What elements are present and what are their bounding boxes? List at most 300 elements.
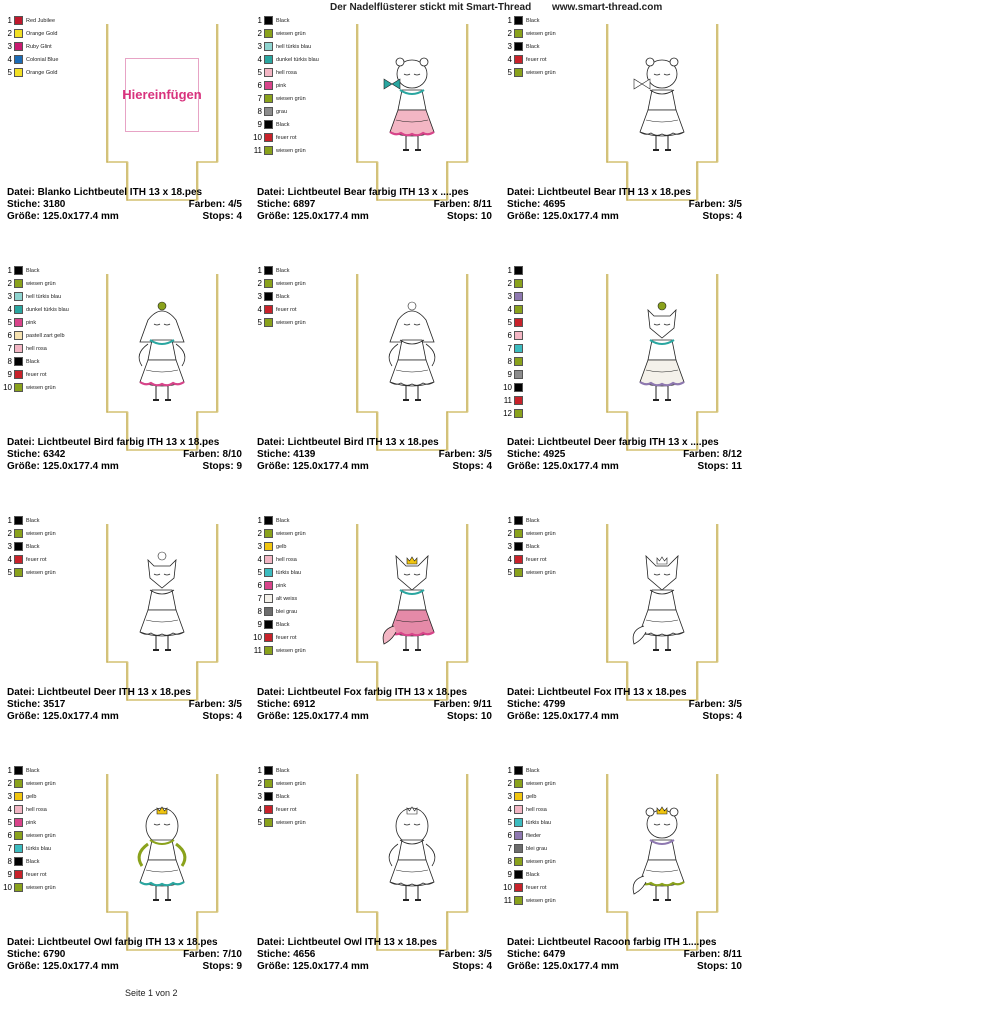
thread-name: hell rosa	[26, 806, 47, 813]
stitch-count: 6897	[293, 199, 316, 210]
color-swatch	[264, 146, 273, 155]
palette-row	[500, 303, 610, 316]
palette-number: 3	[257, 292, 262, 301]
palette-number: 4	[257, 305, 262, 314]
design-card	[0, 262, 242, 512]
palette-row	[500, 66, 610, 79]
colors-label: Farben:	[433, 699, 471, 710]
thread-palette	[250, 264, 360, 329]
color-swatch	[514, 883, 523, 892]
design-card	[122, 762, 492, 1012]
palette-row	[500, 316, 610, 329]
palette-row	[0, 27, 110, 40]
palette-number: 3	[7, 792, 12, 801]
ear-shape	[670, 808, 678, 816]
palette-row	[0, 264, 110, 277]
palette-row	[250, 592, 360, 605]
thread-name: Black	[276, 293, 290, 300]
stitches-label: Stiche:	[7, 449, 41, 460]
thread-name: wiesen grün	[276, 95, 306, 102]
palette-row	[250, 290, 360, 303]
design-size: 125.0x177.4 mm	[542, 961, 619, 972]
fox-figure	[633, 556, 684, 650]
color-count: 8/11	[723, 949, 742, 960]
design-size: 125.0x177.4 mm	[292, 961, 369, 972]
color-swatch	[264, 594, 273, 603]
thread-name: pastell zart gelb	[26, 332, 65, 339]
palette-row	[500, 381, 610, 394]
palette-number: 5	[507, 568, 512, 577]
palette-number: 8	[507, 857, 512, 866]
color-count: 3/5	[478, 449, 492, 460]
color-swatch	[264, 529, 273, 538]
design-card	[372, 12, 742, 262]
thread-name: Black	[276, 621, 290, 628]
color-swatch	[514, 331, 523, 340]
size-label: Größe:	[507, 211, 540, 222]
design-card	[372, 262, 742, 512]
thread-name: wiesen grün	[26, 384, 56, 391]
palette-number: 2	[7, 29, 12, 38]
file-line	[507, 937, 742, 949]
stop-count: 10	[480, 211, 492, 222]
color-swatch	[514, 766, 523, 775]
color-swatch	[514, 555, 523, 564]
file-label: Datei:	[507, 937, 535, 948]
palette-number: 3	[7, 292, 12, 301]
design-card	[372, 512, 742, 762]
palette-number: 10	[253, 633, 262, 642]
palette-number: 10	[3, 383, 12, 392]
thread-name: Black	[526, 871, 540, 878]
color-swatch	[14, 883, 23, 892]
ear-shape	[646, 808, 654, 816]
thread-name: Black	[526, 17, 540, 24]
thread-name: Black	[276, 267, 290, 274]
thread-name: gelb	[276, 543, 287, 550]
thread-name: wiesen grün	[276, 780, 306, 787]
file-name: Blanko Lichtbeutel ITH 13 x 18.pes	[37, 187, 203, 198]
palette-row	[0, 540, 110, 553]
thread-name: türkis blau	[276, 569, 302, 576]
stitch-count: 3517	[43, 699, 66, 710]
palette-number: 2	[7, 529, 12, 538]
design-size: 125.0x177.4 mm	[42, 211, 119, 222]
palette-number: 7	[7, 344, 12, 353]
color-swatch	[14, 857, 23, 866]
size-label: Größe:	[7, 211, 40, 222]
stitch-line	[507, 449, 742, 461]
palette-row	[250, 553, 360, 566]
palette-number: 5	[507, 68, 512, 77]
stitch-count: 6342	[43, 449, 66, 460]
colors-label: Farben:	[438, 949, 476, 960]
thread-name: hell rosa	[276, 556, 297, 563]
palette-row	[0, 842, 110, 855]
design-size: 125.0x177.4 mm	[292, 711, 369, 722]
color-swatch	[14, 516, 23, 525]
palette-number: 3	[257, 542, 262, 551]
palette-number: 4	[7, 55, 12, 64]
file-label: Datei:	[257, 687, 285, 698]
crown-shape	[657, 557, 667, 564]
thread-palette	[500, 264, 610, 420]
color-swatch	[514, 396, 523, 405]
palette-number: 1	[257, 516, 262, 525]
palette-number: 3	[7, 42, 12, 51]
palette-row	[500, 855, 610, 868]
thread-name: alt weiss	[276, 595, 298, 602]
palette-number: 7	[257, 594, 262, 603]
color-swatch	[264, 81, 273, 90]
palette-row	[500, 816, 610, 829]
palette-number: 7	[257, 94, 262, 103]
stop-count: 4	[736, 711, 742, 722]
colors-label: Farben:	[188, 199, 226, 210]
colors-label: Farben:	[683, 949, 721, 960]
palette-row	[500, 264, 610, 277]
palette-number: 4	[507, 555, 512, 564]
tail-shape	[633, 876, 646, 894]
stitches-label: Stiche:	[507, 199, 541, 210]
stitch-count: 4139	[293, 449, 316, 460]
palette-number: 2	[507, 529, 512, 538]
thread-name: feuer rot	[276, 134, 297, 141]
palette-row	[0, 66, 110, 79]
palette-number: 4	[7, 555, 12, 564]
size-label: Größe:	[257, 211, 290, 222]
stitch-line	[507, 949, 742, 961]
stops-label: Stops:	[697, 461, 729, 472]
color-swatch	[14, 344, 23, 353]
color-swatch	[14, 766, 23, 775]
color-swatch	[14, 831, 23, 840]
color-swatch	[264, 633, 273, 642]
color-swatch	[514, 266, 523, 275]
palette-row	[0, 527, 110, 540]
thread-name: Black	[276, 793, 290, 800]
palette-number: 9	[257, 120, 262, 129]
thread-palette	[0, 764, 110, 894]
palette-number: 6	[507, 331, 512, 340]
palette-number: 1	[257, 16, 262, 25]
color-swatch	[514, 857, 523, 866]
file-label: Datei:	[507, 687, 535, 698]
stop-count: 11	[731, 461, 742, 472]
design-card	[0, 512, 242, 762]
thread-name: wiesen grün	[276, 819, 306, 826]
palette-row	[500, 777, 610, 790]
palette-row	[0, 855, 110, 868]
color-swatch	[514, 292, 523, 301]
color-count: 8/12	[722, 449, 742, 460]
color-swatch	[514, 42, 523, 51]
file-name: Lichtbeutel Deer farbig ITH 13 x ....pes	[537, 437, 719, 448]
bodice-shape	[648, 590, 676, 610]
design-card	[372, 762, 742, 1012]
size-label: Größe:	[257, 711, 290, 722]
color-swatch	[514, 370, 523, 379]
stop-count: 10	[480, 711, 492, 722]
palette-number: 4	[7, 305, 12, 314]
palette-number: 12	[503, 409, 512, 418]
header-title: Der Nadelflüsterer stickt mit Smart-Thread	[330, 2, 532, 13]
palette-row	[0, 816, 110, 829]
bag-preview	[597, 22, 727, 202]
color-swatch	[264, 779, 273, 788]
flower-shape	[658, 302, 666, 310]
thread-palette	[250, 514, 360, 657]
palette-row	[500, 527, 610, 540]
palette-row	[0, 290, 110, 303]
palette-number: 5	[257, 68, 262, 77]
color-swatch	[14, 42, 23, 51]
thread-palette	[0, 264, 110, 394]
size-label: Größe:	[7, 461, 40, 472]
thread-name: feuer rot	[526, 556, 547, 563]
palette-number: 2	[507, 279, 512, 288]
color-swatch	[14, 844, 23, 853]
colors-label: Farben:	[683, 449, 720, 460]
file-name: Lichtbeutel Racoon farbig ITH 1....pes	[537, 937, 717, 948]
design-size: 125.0x177.4 mm	[542, 211, 619, 222]
thread-name: wiesen grün	[526, 30, 556, 37]
palette-number: 7	[507, 344, 512, 353]
colors-label: Farben:	[688, 699, 726, 710]
file-name: Lichtbeutel Bird farbig ITH 13 x 18.pes	[37, 437, 220, 448]
color-swatch	[264, 29, 273, 38]
palette-row	[0, 368, 110, 381]
color-swatch	[14, 383, 23, 392]
design-card	[122, 12, 492, 262]
thread-name: pink	[276, 582, 287, 589]
stitch-count: 4925	[543, 449, 566, 460]
stitches-label: Stiche:	[507, 449, 541, 460]
stitch-count: 4799	[543, 699, 566, 710]
design-card	[122, 262, 492, 512]
stitches-label: Stiche:	[507, 949, 541, 960]
palette-row	[0, 329, 110, 342]
thread-name: hell türkis blau	[276, 43, 312, 50]
size-label: Größe:	[507, 461, 540, 472]
palette-row	[500, 790, 610, 803]
stitch-count: 6479	[543, 949, 566, 960]
file-label: Datei:	[257, 437, 285, 448]
palette-row	[0, 829, 110, 842]
colors-label: Farben:	[688, 199, 726, 210]
palette-row	[250, 540, 360, 553]
palette-number: 3	[507, 42, 512, 51]
palette-row	[250, 816, 360, 829]
palette-row	[250, 764, 360, 777]
color-swatch	[264, 42, 273, 51]
color-swatch	[264, 766, 273, 775]
palette-row	[250, 105, 360, 118]
ear-shape	[646, 58, 654, 66]
palette-row	[500, 540, 610, 553]
thread-name: wiesen grün	[26, 884, 56, 891]
design-size: 125.0x177.4 mm	[542, 461, 619, 472]
palette-number: 1	[507, 16, 512, 25]
legs-shape	[656, 636, 668, 650]
file-name: Lichtbeutel Bear ITH 13 x 18.pes	[537, 187, 691, 198]
design-info	[507, 687, 742, 723]
thread-name: gelb	[26, 793, 37, 800]
color-swatch	[514, 279, 523, 288]
stitch-line	[507, 699, 742, 711]
colors-label: Farben:	[188, 699, 226, 710]
thread-name: wiesen grün	[26, 280, 56, 287]
color-swatch	[514, 318, 523, 327]
thread-name: feuer rot	[26, 871, 47, 878]
thread-name: dunkel türkis blau	[26, 306, 69, 313]
thread-name: hell rosa	[526, 806, 547, 813]
color-swatch	[514, 305, 523, 314]
bow-shape	[634, 79, 650, 89]
racoon-figure	[633, 807, 684, 900]
palette-row	[500, 355, 610, 368]
palette-number: 7	[507, 844, 512, 853]
palette-number: 8	[257, 607, 262, 616]
color-swatch	[14, 331, 23, 340]
stitch-count: 6912	[293, 699, 316, 710]
stop-count: 4	[486, 461, 492, 472]
palette-row	[250, 118, 360, 131]
thread-name: türkis blau	[526, 819, 552, 826]
palette-row	[500, 329, 610, 342]
palette-number: 8	[7, 357, 12, 366]
stitches-label: Stiche:	[257, 699, 291, 710]
color-swatch	[264, 581, 273, 590]
color-swatch	[14, 818, 23, 827]
thread-name: blei grau	[276, 608, 298, 615]
stitches-label: Stiche:	[257, 949, 291, 960]
thread-name: feuer rot	[526, 56, 547, 63]
color-count: 4/5	[228, 199, 242, 210]
palette-number: 9	[7, 370, 12, 379]
color-count: 8/10	[222, 449, 242, 460]
palette-number: 9	[507, 870, 512, 879]
palette-number: 5	[507, 818, 512, 827]
palette-number: 10	[253, 133, 262, 142]
file-name: Lichtbeutel Bird ITH 13 x 18.pes	[287, 437, 439, 448]
palette-row	[500, 803, 610, 816]
palette-number: 6	[7, 831, 12, 840]
thread-name: blei grau	[526, 845, 548, 852]
color-swatch	[264, 318, 273, 327]
color-swatch	[14, 266, 23, 275]
palette-row	[0, 881, 110, 894]
palette-row	[0, 342, 110, 355]
palette-row	[250, 144, 360, 157]
palette-number: 1	[257, 766, 262, 775]
color-swatch	[264, 305, 273, 314]
thread-name: feuer rot	[276, 306, 297, 313]
stop-count: 4	[236, 711, 242, 722]
color-swatch	[514, 792, 523, 801]
thread-name: Black	[26, 517, 40, 524]
stitches-label: Stiche:	[7, 699, 41, 710]
color-swatch	[514, 805, 523, 814]
thread-palette	[0, 14, 110, 79]
deer-figure	[640, 302, 684, 400]
palette-number: 8	[7, 857, 12, 866]
palette-number: 2	[257, 279, 262, 288]
palette-row	[250, 579, 360, 592]
thread-name: Red Jubilee	[26, 17, 56, 24]
color-swatch	[14, 55, 23, 64]
palette-number: 2	[507, 779, 512, 788]
file-label: Datei:	[7, 437, 35, 448]
thread-name: wiesen grün	[26, 530, 56, 537]
palette-number: 11	[253, 646, 262, 655]
color-swatch	[14, 305, 23, 314]
thread-name: wiesen grün	[276, 530, 306, 537]
palette-number: 3	[257, 42, 262, 51]
color-swatch	[264, 16, 273, 25]
size-line	[507, 961, 742, 973]
color-swatch	[264, 607, 273, 616]
palette-row	[0, 764, 110, 777]
file-line	[507, 687, 742, 699]
thread-name: Orange Gold	[26, 30, 58, 37]
file-name: Lichtbeutel Fox ITH 13 x 18.pes	[537, 687, 687, 698]
thread-name: hell rosa	[276, 69, 297, 76]
color-count: 3/5	[728, 699, 742, 710]
thread-name: Black	[526, 543, 540, 550]
palette-row	[500, 566, 610, 579]
palette-row	[250, 618, 360, 631]
stitch-count: 3180	[43, 199, 66, 210]
palette-row	[250, 66, 360, 79]
palette-number: 5	[507, 318, 512, 327]
palette-number: 1	[257, 266, 262, 275]
bag-preview	[597, 522, 727, 702]
thread-palette	[250, 764, 360, 829]
file-line	[507, 187, 742, 199]
stops-label: Stops:	[452, 461, 484, 472]
skirt-shape	[640, 610, 684, 636]
skirt-shape	[640, 360, 684, 386]
color-swatch	[14, 779, 23, 788]
file-label: Datei:	[7, 187, 35, 198]
color-count: 3/5	[478, 949, 492, 960]
size-label: Größe:	[257, 961, 290, 972]
palette-number: 4	[257, 55, 262, 64]
palette-number: 6	[257, 81, 262, 90]
thread-name: Black	[26, 358, 40, 365]
palette-row	[500, 407, 610, 420]
thread-name: feuer rot	[276, 634, 297, 641]
legs-shape	[656, 886, 668, 900]
stops-label: Stops:	[202, 711, 234, 722]
design-size: 125.0x177.4 mm	[292, 211, 369, 222]
palette-number: 9	[7, 870, 12, 879]
thread-palette	[500, 764, 610, 907]
palette-number: 6	[507, 831, 512, 840]
palette-number: 1	[7, 16, 12, 25]
stitch-count: 4695	[543, 199, 566, 210]
color-swatch	[264, 542, 273, 551]
color-swatch	[14, 529, 23, 538]
palette-number: 1	[7, 266, 12, 275]
color-swatch	[264, 68, 273, 77]
thread-name: Black	[26, 267, 40, 274]
file-name: Lichtbeutel Owl ITH 13 x 18.pes	[287, 937, 438, 948]
palette-row	[250, 14, 360, 27]
palette-row	[0, 868, 110, 881]
palette-number: 10	[503, 883, 512, 892]
